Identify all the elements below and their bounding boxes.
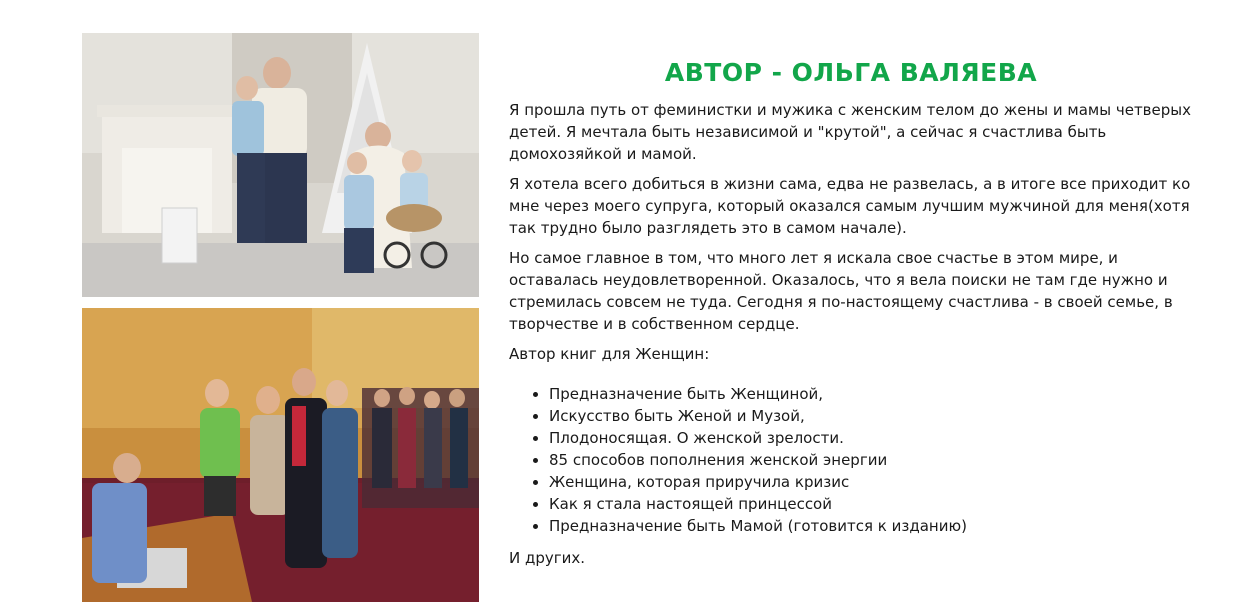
books-list <box>509 383 1209 537</box>
book-item: • Предназначение быть Мамой (готовится к изданию) <box>549 515 1209 537</box>
author-section <box>509 58 1209 577</box>
bio-paragraph: Но самое главное в том, что много лет я искала свое счастье в этом мире, и оставалась неудовлетворенной. Оказалось, что я вела поиски не там где нужно и стремилась совсем не туда. Сегодня я по-настоящему счастлива - в своей семье, в творчестве и в собственном сердце. <box>509 249 1173 333</box>
author-heading: АВТОР - ОЛЬГА ВАЛЯЕВА <box>664 58 1038 87</box>
family-photo <box>82 33 479 297</box>
bio-paragraph: Я прошла путь от феминистки и мужика с женским телом до жены и мамы четверых детей. Я мечтала быть независимой и "крутой", а сейчас я счастлива быть домохозяйкой и мамой. <box>509 101 1191 163</box>
book-item: • Как я стала настоящей принцессой <box>549 493 1209 515</box>
book-item: • Предназначение быть Женщиной, <box>549 383 1209 405</box>
book-item: • Плодоносящая. О женской зрелости. <box>549 427 1209 449</box>
book-item: • Женщина, которая приручила кризис <box>549 471 1209 493</box>
bio-paragraph: Я хотела всего добиться в жизни сама, едва не развелась, а в итоге все приходит ко мне через моего супруга, который оказался самым лучшим мужчиной для меня(хотя так трудно было разглядеть это в самом начале). <box>509 175 1191 237</box>
closing-text: И других. <box>509 549 586 567</box>
books-intro: Автор книг для Женщин: <box>509 345 710 363</box>
book-signing-photo <box>82 308 479 602</box>
book-item: • Искусство быть Женой и Музой, <box>549 405 1209 427</box>
book-item: • 85 способов пополнения женской энергии <box>549 449 1209 471</box>
